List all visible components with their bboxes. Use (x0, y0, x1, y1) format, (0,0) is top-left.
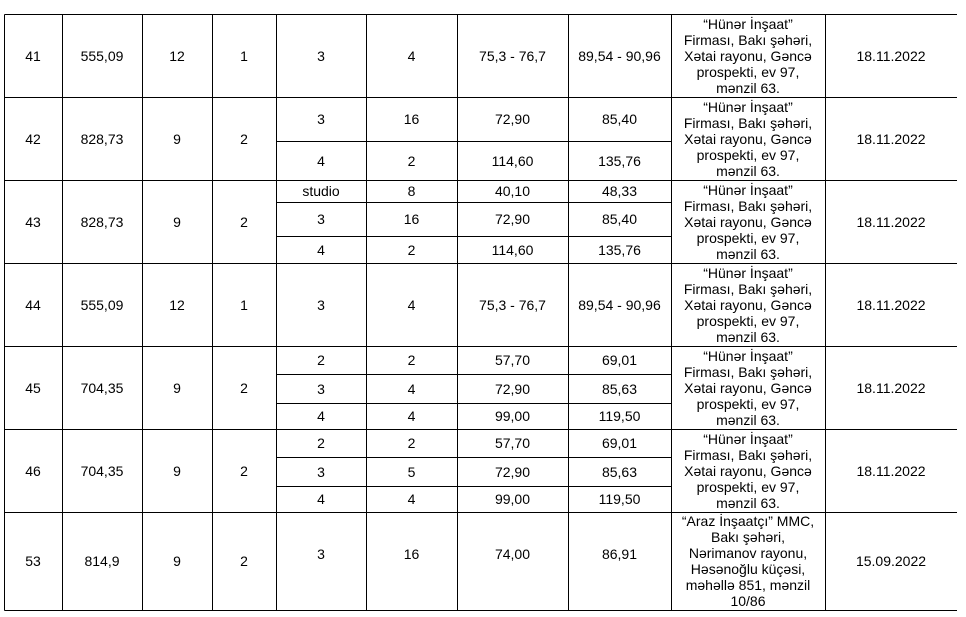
living-area-cell: 57,70 (494, 352, 531, 368)
entrances-cell: 2 (240, 213, 248, 230)
total-area-cell: 86,91 (601, 545, 638, 562)
rooms-cell: 2 (317, 352, 325, 368)
living-area-cell: 75,3 - 76,7 (479, 47, 546, 64)
living-area-cell: 99,00 (494, 491, 531, 507)
apartment-count-cell: 4 (407, 491, 416, 507)
apartment-count-cell: 4 (407, 296, 416, 313)
total-area-cell: 85,40 (601, 211, 638, 227)
rooms-cell: 2 (317, 435, 325, 451)
total-area-cell: 119,50 (598, 408, 641, 424)
total-area-cell: 119,50 (598, 491, 641, 507)
building-area-cell: 828,73 (80, 213, 124, 230)
living-area-cell: 72,90 (494, 111, 531, 127)
row-number-cell: 53 (25, 553, 41, 569)
total-area-cell: 89,54 - 90,96 (578, 296, 661, 313)
developer-address-line: məhəllə 851, mənzil (685, 577, 811, 593)
developer-address-line: mənzil 63. (716, 411, 780, 428)
developer-address-cell (671, 16, 825, 96)
rooms-cell: 3 (317, 380, 325, 397)
developer-address-cell (671, 513, 825, 609)
developer-address-line: prospekti, ev 97, (696, 395, 800, 412)
total-area-cell: 85,40 (601, 111, 638, 127)
rooms-cell: 4 (317, 241, 325, 258)
entrances-cell: 2 (240, 553, 248, 569)
total-area-cell: 135,76 (598, 152, 641, 169)
entrances-cell: 2 (240, 130, 248, 147)
developer-address-line: Firması, Bakı şəhəri, (683, 363, 813, 380)
apartment-count-cell: 8 (407, 183, 416, 199)
developer-address-line: mənzil 63. (716, 494, 780, 511)
building-area-cell: 704,35 (80, 462, 124, 479)
floors-cell: 9 (173, 213, 181, 230)
developer-address-line: Xətai rayonu, Gəncə (684, 462, 812, 479)
date-cell: 18.11.2022 (856, 462, 926, 479)
living-area-cell: 72,90 (494, 463, 531, 480)
date-cell: 18.11.2022 (856, 47, 926, 64)
total-area-cell: 69,01 (601, 435, 638, 451)
apartment-count-cell: 16 (403, 545, 420, 562)
date-cell: 15.09.2022 (855, 553, 927, 569)
developer-address-line: Firması, Bakı şəhəri, (683, 31, 813, 48)
floors-cell: 12 (169, 47, 185, 64)
developer-address-cell (671, 182, 825, 262)
apartment-count-cell: 4 (407, 380, 416, 397)
developer-address-line: Xətai rayonu, Gəncə (684, 130, 812, 147)
building-area-cell: 555,09 (80, 47, 124, 64)
apartment-count-cell: 2 (407, 435, 416, 451)
developer-address-line: prospekti, ev 97, (696, 229, 800, 246)
developer-address-line: “Hünər İnşaat” (703, 15, 793, 32)
rooms-cell: 3 (317, 296, 325, 313)
total-area-cell: 85,63 (601, 380, 638, 397)
row-number-cell: 45 (25, 379, 41, 396)
developer-address-line: “Hünər İnşaat” (703, 264, 793, 281)
rooms-cell: 3 (317, 211, 325, 227)
developer-address-line: Firması, Bakı şəhəri, (683, 280, 813, 297)
developer-address-line: “Hünər İnşaat” (703, 181, 793, 198)
apartment-count-cell: 4 (407, 408, 416, 424)
building-area-cell: 814,9 (84, 553, 120, 569)
apartment-count-cell: 2 (407, 352, 416, 368)
apartment-count-cell: 2 (407, 241, 416, 258)
living-area-cell: 114,60 (491, 241, 534, 258)
floors-cell: 9 (173, 379, 181, 396)
developer-address-line: mənzil 63. (716, 245, 780, 262)
developer-address-cell (671, 348, 825, 428)
entrances-cell: 2 (240, 462, 248, 479)
developer-address-line: Xətai rayonu, Gəncə (684, 379, 812, 396)
total-area-cell: 85,63 (601, 463, 638, 480)
developer-address-line: Firması, Bakı şəhəri, (683, 446, 813, 463)
developer-address-cell (671, 431, 825, 511)
living-area-cell: 75,3 - 76,7 (479, 296, 546, 313)
building-area-cell: 828,73 (80, 130, 124, 147)
living-area-cell: 57,70 (494, 435, 531, 451)
row-number-cell: 42 (25, 130, 41, 147)
developer-address-cell (671, 99, 825, 179)
developer-address-line: “Araz İnşaatçı” MMC, (681, 513, 815, 529)
date-cell: 18.11.2022 (856, 379, 926, 396)
row-number-cell: 44 (25, 296, 41, 313)
building-area-cell: 704,35 (80, 379, 124, 396)
developer-address-line: “Hünər İnşaat” (703, 430, 793, 447)
developer-address-line: “Hünər İnşaat” (703, 98, 793, 115)
row-number-cell: 43 (25, 213, 41, 230)
developer-address-line: prospekti, ev 97, (696, 146, 800, 163)
floors-cell: 9 (173, 553, 181, 569)
living-area-cell: 74,00 (494, 545, 531, 562)
total-area-cell: 48,33 (601, 183, 638, 199)
developer-address-line: Xətai rayonu, Gəncə (684, 296, 812, 313)
developer-address-line: Həsənoğlu küçəsi, (690, 561, 806, 577)
living-area-cell: 99,00 (494, 408, 531, 424)
developer-address-line: Xətai rayonu, Gəncə (684, 47, 812, 64)
living-area-cell: 72,90 (494, 380, 531, 397)
rooms-cell: 3 (317, 545, 325, 562)
developer-address-line: mənzil 63. (716, 79, 780, 96)
developer-address-line: prospekti, ev 97, (696, 63, 800, 80)
developer-address-line: Firması, Bakı şəhəri, (683, 197, 813, 214)
rooms-cell: 4 (317, 491, 325, 507)
total-area-cell: 135,76 (598, 241, 641, 258)
apartment-count-cell: 16 (403, 211, 420, 227)
developer-address-line: Firması, Bakı şəhəri, (683, 114, 813, 131)
floors-cell: 12 (169, 296, 185, 313)
living-area-cell: 72,90 (494, 211, 531, 227)
entrances-cell: 1 (240, 47, 248, 64)
developer-address-line: prospekti, ev 97, (696, 478, 800, 495)
apartment-count-cell: 4 (407, 47, 416, 64)
date-cell: 18.11.2022 (856, 130, 926, 147)
living-area-cell: 40,10 (494, 183, 531, 199)
rooms-cell: 3 (317, 463, 325, 480)
entrances-cell: 1 (240, 296, 248, 313)
developer-address-line: Xətai rayonu, Gəncə (684, 213, 812, 230)
rooms-cell: 4 (317, 408, 325, 424)
rooms-cell: studio (302, 183, 340, 199)
total-area-cell: 69,01 (601, 352, 638, 368)
developer-address-line: mənzil 63. (716, 162, 780, 179)
developer-address-line: “Hünər İnşaat” (703, 347, 793, 364)
apartment-count-cell: 16 (403, 111, 420, 127)
rooms-cell: 4 (317, 152, 325, 169)
developer-address-line: Bakı şəhəri, (711, 529, 785, 545)
row-number-cell: 41 (25, 47, 41, 64)
apartment-table (4, 14, 957, 610)
floors-cell: 9 (173, 130, 181, 147)
developer-address-line: mənzil 63. (716, 328, 780, 345)
floors-cell: 9 (173, 462, 181, 479)
rooms-cell: 3 (317, 47, 325, 64)
developer-address-line: 10/86 (730, 593, 766, 609)
entrances-cell: 2 (240, 379, 248, 396)
developer-address-line: prospekti, ev 97, (696, 312, 800, 329)
living-area-cell: 114,60 (491, 152, 534, 169)
building-area-cell: 555,09 (80, 296, 124, 313)
date-cell: 18.11.2022 (856, 213, 926, 230)
total-area-cell: 89,54 - 90,96 (578, 47, 661, 64)
developer-address-line: Nərimanov rayonu, (688, 545, 808, 561)
apartment-count-cell: 5 (407, 463, 416, 480)
apartment-count-cell: 2 (407, 152, 416, 169)
date-cell: 18.11.2022 (856, 296, 926, 313)
developer-address-cell (671, 265, 825, 345)
row-number-cell: 46 (25, 462, 41, 479)
rooms-cell: 3 (317, 111, 325, 127)
